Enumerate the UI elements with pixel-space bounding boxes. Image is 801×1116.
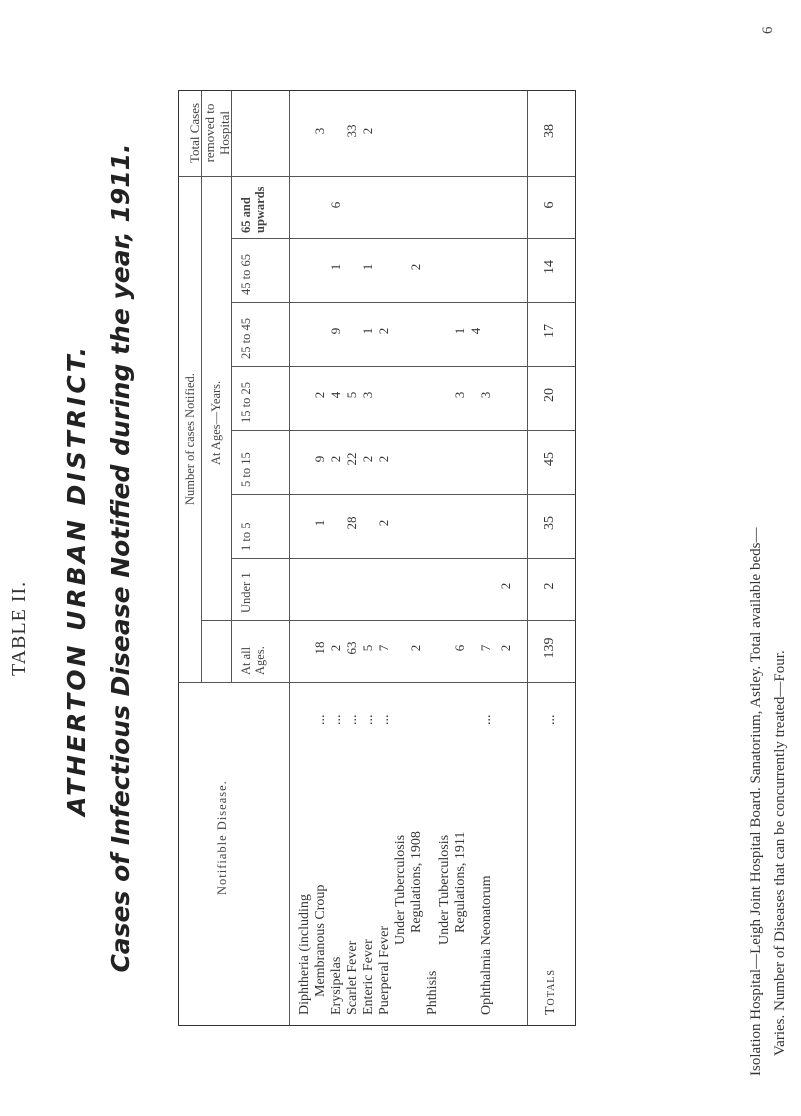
dot-leader: ... (377, 714, 392, 725)
col-disease-header: Notifiable Disease. (215, 780, 229, 895)
disease-label: Under Tuberculosis (393, 834, 408, 945)
table-cell: 2 (408, 263, 423, 271)
table-cell: 1 (312, 519, 327, 527)
age-15-25-header: 15 to 25 (239, 382, 253, 423)
totals-cell: 45 (542, 452, 557, 466)
table-cell: 2 (408, 644, 423, 652)
totals-cell: 6 (542, 201, 557, 209)
disease-label: Regulations, 1908 (409, 831, 424, 933)
table-cell: 33 (344, 124, 359, 138)
table-cell: 18 (312, 641, 327, 655)
table-cell: 2 (360, 127, 375, 135)
age-65-up-header: 65 and upwards (239, 186, 267, 233)
table-cell: 5 (360, 644, 375, 652)
dot-leader: ... (313, 714, 328, 725)
table-cell: 5 (344, 391, 359, 399)
table-cell: 28 (344, 516, 359, 530)
footer-line-1: Isolation Hospital—Leigh Joint Hospital Board. Sanatorium, Astley. Total available beds— (748, 527, 764, 1076)
table-cell: 9 (328, 327, 343, 335)
table-cell: 7 (478, 644, 493, 652)
table-subtitle: Cases of Infectious Disease Notified during the year, 1911. (106, 143, 135, 973)
table-cell: 2 (328, 455, 343, 463)
age-5-15-header: 5 to 15 (239, 452, 253, 487)
disease-label: Puerperal Fever (377, 925, 392, 1015)
table-label: TABLE II. (8, 580, 30, 676)
dot-leader: ... (329, 714, 344, 725)
dot-leader: ... (345, 714, 360, 725)
table-cell: 9 (312, 455, 327, 463)
disease-label: Scarlet Fever (345, 940, 360, 1015)
table-cell: 6 (328, 201, 343, 209)
table-cell: 63 (344, 641, 359, 655)
table-cell: 2 (312, 391, 327, 399)
footer-line-2: Varies. Number of Diseases that can be concurrently treated—Four. (772, 650, 788, 1056)
district-title: ATHERTON URBAN DISTRICT. (62, 344, 91, 816)
table-cell: 1 (452, 327, 467, 335)
disease-label: Erysipelas (329, 956, 344, 1015)
table-cell: 3 (360, 391, 375, 399)
table-cell: 1 (328, 263, 343, 271)
totals-dot-leader: ... (543, 714, 558, 725)
age-25-45-header: 25 to 45 (239, 318, 253, 359)
totals-cell: 38 (542, 124, 557, 138)
col-total-removed-header: Total Cases removed to Hospital (187, 102, 232, 164)
table-cell: 1 (360, 327, 375, 335)
table-cell: 2 (498, 582, 513, 590)
table-cell: 3 (452, 391, 467, 399)
age-45-65-header: 45 to 65 (239, 254, 253, 295)
col-at-all-ages-header: At all Ages. (239, 646, 267, 675)
col-number-notified-header: Number of cases Notified. (183, 373, 197, 505)
page-number: 6 (760, 26, 776, 34)
totals-cell: 2 (542, 582, 557, 590)
totals-label: Totals (543, 969, 558, 1015)
table-cell: 2 (376, 519, 391, 527)
table-cell: 2 (376, 455, 391, 463)
table-cell: 1 (360, 263, 375, 271)
disease-label: Membranous Croup (313, 884, 328, 997)
col-at-ages-header: At Ages—Years. (209, 380, 223, 465)
table-cell: 22 (344, 452, 359, 466)
table-cell: 2 (498, 644, 513, 652)
totals-cell: 14 (542, 260, 557, 274)
age-1-5-header: 1 to 5 (239, 522, 253, 551)
table-cell: 2 (328, 644, 343, 652)
disease-table (178, 90, 576, 1026)
table-cell: 2 (376, 327, 391, 335)
table-cell: 7 (376, 644, 391, 652)
disease-label: Under Tuberculosis (437, 834, 452, 945)
table-cell: 3 (478, 391, 493, 399)
disease-label: Phthisis (425, 970, 440, 1015)
totals-cell: 139 (542, 637, 557, 659)
dot-leader: ... (361, 714, 376, 725)
age-under-1-header: Under 1 (239, 572, 253, 613)
disease-label: Regulations, 1911 (453, 831, 468, 933)
totals-cell: 35 (542, 516, 557, 530)
totals-cell: 17 (542, 324, 557, 338)
table-cell: 4 (328, 391, 343, 399)
disease-label: Enteric Fever (361, 939, 376, 1015)
disease-label: Diphtheria (including (297, 894, 312, 1015)
totals-cell: 20 (542, 388, 557, 402)
dot-leader: ... (479, 714, 494, 725)
disease-label: Ophthalmia Neonatorum (479, 875, 494, 1015)
table-cell: 6 (452, 644, 467, 652)
table-cell: 4 (468, 327, 483, 335)
table-cell: 2 (360, 455, 375, 463)
table-cell: 3 (312, 127, 327, 135)
